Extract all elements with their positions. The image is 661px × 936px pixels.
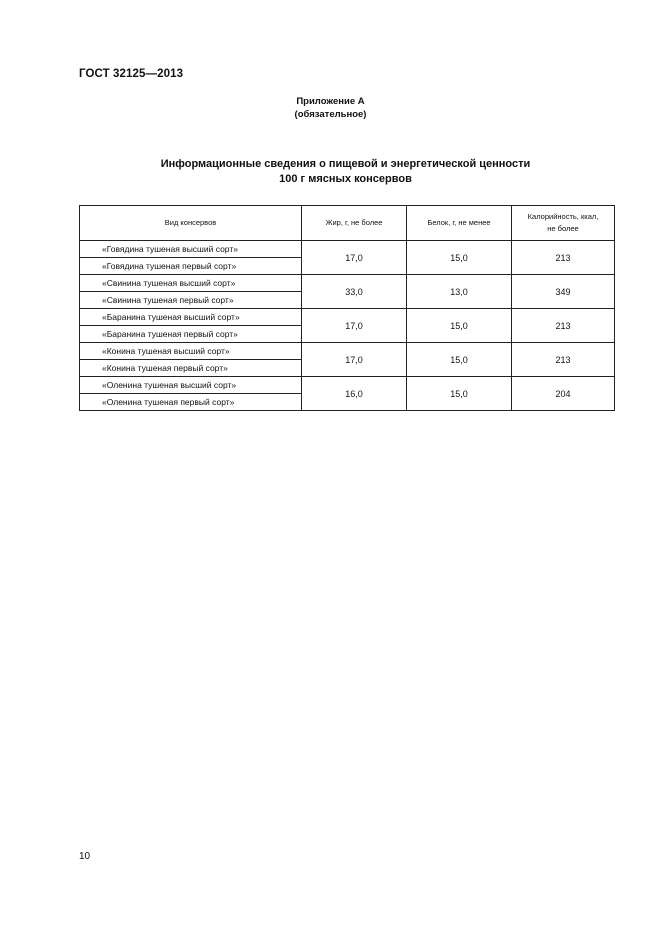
table-header-row bbox=[80, 206, 615, 241]
protein-value: 15,0 bbox=[407, 241, 512, 275]
calories-value: 349 bbox=[512, 275, 615, 309]
table-heading-line-2: 100 г мясных консервов bbox=[279, 173, 412, 185]
product-name: «Говядина тушеная высший сорт» bbox=[80, 241, 302, 258]
table-row bbox=[80, 343, 615, 360]
protein-value: 15,0 bbox=[407, 343, 512, 377]
calories-value: 213 bbox=[512, 241, 615, 275]
table-row bbox=[80, 377, 615, 394]
fat-value: 33,0 bbox=[302, 275, 407, 309]
page-number: 10 bbox=[79, 851, 91, 862]
product-name: «Оленина тушеная высший сорт» bbox=[80, 377, 302, 394]
product-name: «Говядина тушеная первый сорт» bbox=[80, 258, 302, 275]
product-name: «Баранина тушеная первый сорт» bbox=[80, 326, 302, 343]
product-name: «Свинина тушеная первый сорт» bbox=[80, 292, 302, 309]
fat-value: 17,0 bbox=[302, 343, 407, 377]
column-header-calories bbox=[512, 206, 615, 241]
table-heading-line-1: Информационные сведения о пищевой и энергетической ценности bbox=[160, 158, 531, 170]
protein-value: 13,0 bbox=[407, 275, 512, 309]
calories-value: 213 bbox=[512, 343, 615, 377]
product-name: «Конина тушеная высший сорт» bbox=[80, 343, 302, 360]
appendix-note: (обязательное) bbox=[294, 109, 367, 120]
product-name: «Конина тушеная первый сорт» bbox=[80, 360, 302, 377]
product-name: «Оленина тушеная первый сорт» bbox=[80, 394, 302, 411]
product-name: «Свинина тушеная высший сорт» bbox=[80, 275, 302, 292]
table-row bbox=[80, 309, 615, 326]
protein-value: 15,0 bbox=[407, 309, 512, 343]
fat-value: 16,0 bbox=[302, 377, 407, 411]
fat-value: 17,0 bbox=[302, 309, 407, 343]
column-header-calories-line-2: не более bbox=[547, 224, 579, 233]
calories-value: 213 bbox=[512, 309, 615, 343]
calories-value: 204 bbox=[512, 377, 615, 411]
product-name: «Баранина тушеная высший сорт» bbox=[80, 309, 302, 326]
table-row bbox=[80, 241, 615, 258]
column-header-name: Вид консервов bbox=[80, 206, 302, 241]
document-code: ГОСТ 32125—2013 bbox=[79, 68, 184, 80]
column-header-protein: Белок, г, не менее bbox=[407, 206, 512, 241]
fat-value: 17,0 bbox=[302, 241, 407, 275]
column-header-calories-line-1: Калорийность, ккал, bbox=[527, 212, 599, 221]
appendix-title: Приложение А bbox=[296, 96, 365, 107]
column-header-fat: Жир, г, не более bbox=[302, 206, 407, 241]
table-row bbox=[80, 275, 615, 292]
nutrition-table bbox=[79, 205, 615, 411]
protein-value: 15,0 bbox=[407, 377, 512, 411]
